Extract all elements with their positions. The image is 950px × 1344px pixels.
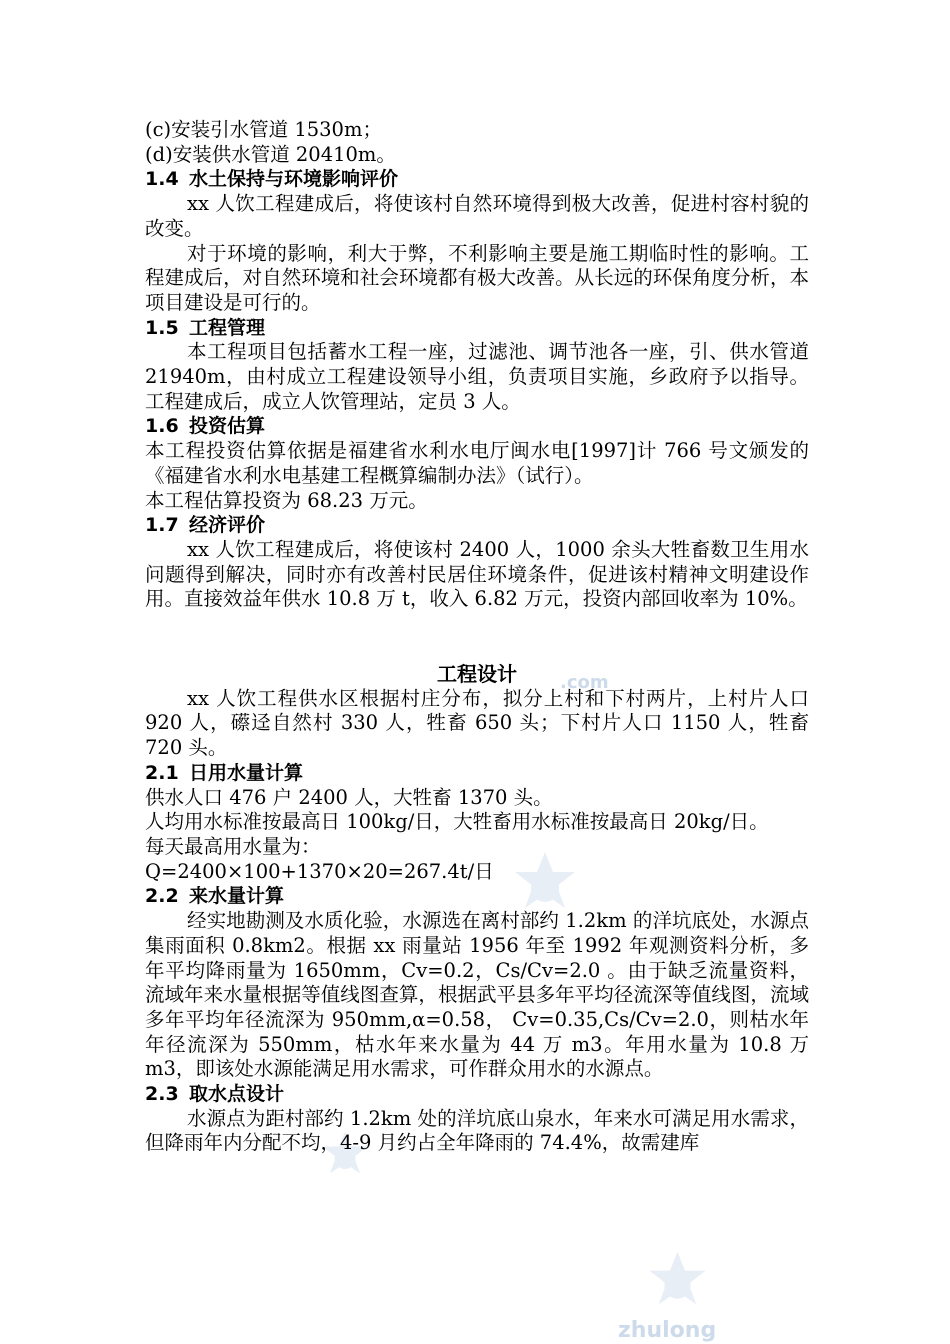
section-title: 投资估算 — [189, 415, 266, 438]
list-line-c: (c)安装引水管道 1530m； — [145, 118, 382, 141]
paragraph: 本工程估算投资为 68.23 万元。 — [145, 488, 428, 512]
section-number: 1.4 — [145, 168, 179, 191]
paragraph: 本工程项目包括蓄水工程一座，过滤池、调节池各一座，引、供水管道 21940m，由村成立工程建设领导小组，负责项目实施，乡政府予以指导。工程建成后，成立人饮管理站，定员 3 人。 — [145, 340, 809, 413]
section-title: 工程管理 — [189, 316, 266, 339]
section-number: 2.1 — [145, 761, 179, 784]
section-title: 来水量计算 — [189, 885, 285, 908]
section-number: 2.2 — [145, 885, 179, 908]
paragraph: xx 人饮工程建成后，将使该村 2400 人，1000 余头大牲畜数卫生用水问题得到解决，同时亦有改善村民居住环境条件，促进该村精神文明建设作用。直接效益年供水 10.8 万 t，收入 6.82 万元，投资内部回收率为 10%。 — [145, 537, 809, 611]
section-heading-1-6 — [145, 414, 809, 439]
section-heading-1-7 — [145, 513, 809, 538]
section-number: 2.3 — [145, 1083, 179, 1106]
section-heading-2-1 — [145, 761, 809, 786]
section-number: 1.6 — [145, 415, 179, 438]
chapter-title: 工程设计 — [437, 662, 517, 687]
section-title: 经济评价 — [189, 514, 266, 537]
document-page — [145, 118, 809, 1156]
section-heading-2-2 — [145, 884, 809, 909]
paragraph: 水源点为距村部约 1.2km 处的洋坑底山泉水，年来水可满足用水需求，但降雨年内分配不均，4-9 月约占全年降雨的 74.4%，故需建库 — [145, 1106, 809, 1155]
paragraph: xx 人饮工程供水区根据村庄分布，拟分上村和下村两片，上村片人口 920 人，礤迳自然村 330 人，牲畜 650 头；下村片人口 1150 人，牲畜 720 头。 — [145, 686, 809, 760]
text-line: 每天最高用水量为： — [145, 834, 321, 858]
watermark-snowflake-icon — [640, 1250, 715, 1325]
paragraph: xx 人饮工程建成后，将使该村自然环境得到极大改善，促进村容村貌的改变。 — [145, 192, 809, 240]
section-title: 日用水量计算 — [189, 761, 304, 784]
section-title: 水土保持与环境影响评价 — [189, 168, 399, 191]
text-line: 人均用水标准按最高日 100kg/日，大牲畜用水标准按最高日 20kg/日。 — [145, 810, 769, 834]
formula-line: Q=2400×100+1370×20=267.4t/日 — [145, 859, 494, 883]
text-line: 供水人口 476 户 2400 人，大牲畜 1370 头。 — [145, 785, 553, 809]
paragraph: 经实地勘测及水质化验，水源选在离村部约 1.2km 的洋坑底处，水源点集雨面积 0.8km2。根据 xx 雨量站 1956 年至 1992 年观测资料分析，多年平均降雨量为 1650mm，Cv=0.2，Cs/Cv=2.0 。由于缺乏流量资料，流域年来水量根据等值线图查算，根据武平县多年平均径流深等值线图，流域多年平均年径流深为 950mm,α=0.58， Cv=0.35,Cs/Cv=2.0，则枯水年年径流深为 550mm，枯水年来水量为 44 万 m3。年用水量为 10.8 万 m3，即该处水源能满足用水需求，可作群众用水的水源点。 — [145, 909, 809, 1081]
paragraph: 本工程投资估算依据是福建省水利水电厅闽水电[1997]计 766 号文颁发的《福建省水利水电基建工程概算编制办法》（试行）。 — [145, 439, 809, 487]
watermark-brand-text: zhulong — [618, 1318, 717, 1343]
section-number: 1.7 — [145, 514, 179, 537]
section-number: 1.5 — [145, 316, 179, 339]
watermark-url-text: .com — [560, 672, 609, 693]
section-heading-1-5 — [145, 316, 809, 341]
section-heading-2-3 — [145, 1082, 809, 1107]
list-line-d: (d)安装供水管道 20410m。 — [145, 142, 396, 166]
section-title: 取水点设计 — [189, 1083, 285, 1106]
paragraph: 对于环境的影响，利大于弊，不利影响主要是施工期临时性的影响。工程建成后，对自然环境和社会环境都有极大改善。从长远的环保角度分析，本项目建设是可行的。 — [145, 241, 809, 314]
section-heading-1-4 — [145, 167, 809, 192]
chapter-spacer — [145, 612, 809, 662]
